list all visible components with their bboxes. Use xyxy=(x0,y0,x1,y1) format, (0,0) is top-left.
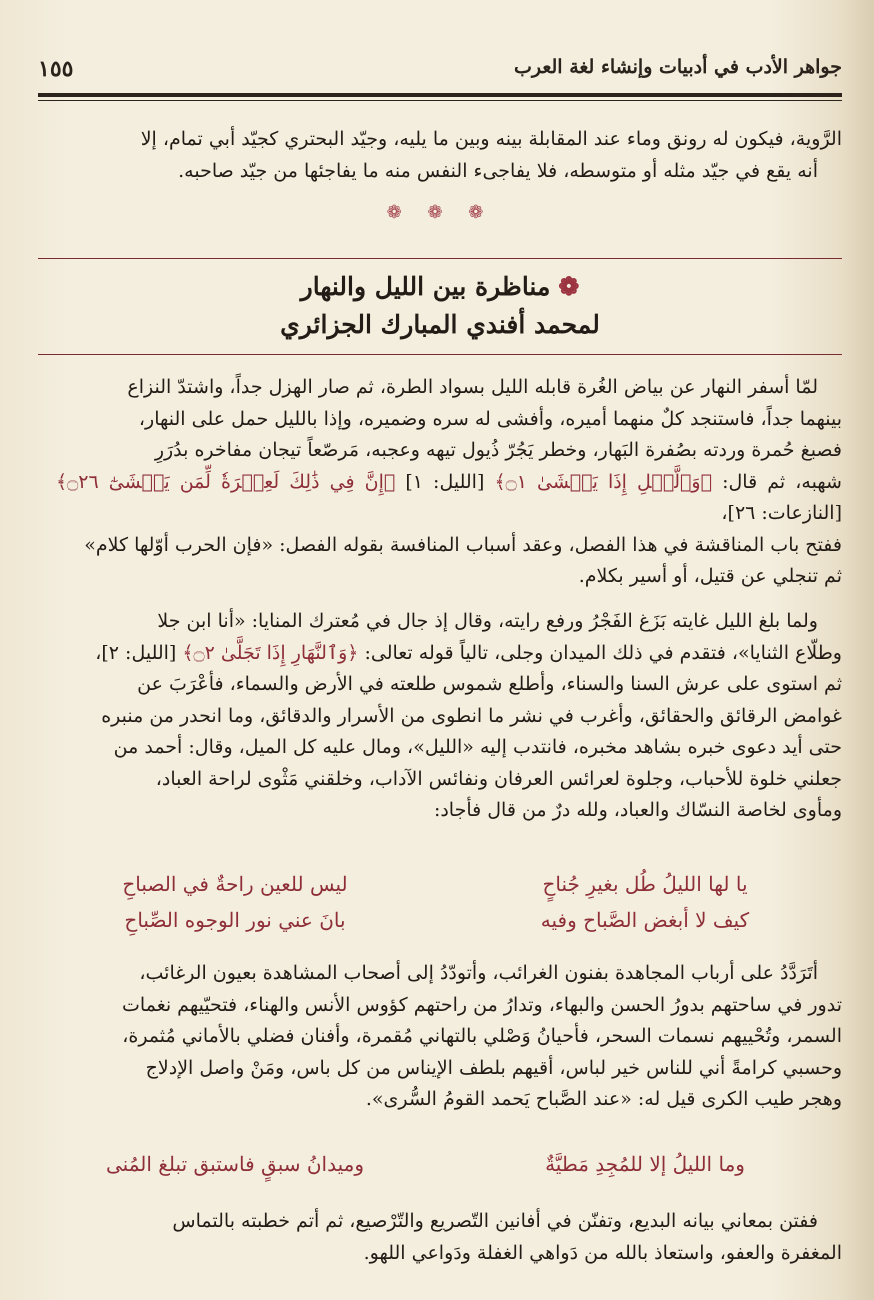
book-title: جواهر الأدب في أدبيات وإنشاء لغة العرب xyxy=(513,56,842,78)
p2-line-4: غوامض الرقائق والحقائق، وأغرب في نشر ما انطوى من الأسرار والدقائق، وما انحدر من منبره xyxy=(101,704,842,727)
header-rule-thin xyxy=(38,100,842,101)
p2-line-2-text: وطلّاع الثنايا»، فتقدم في ذلك الميدان وجلى، تالياً قوله تعالى: xyxy=(364,641,842,664)
p2-line-1: ولما بلغ الليل غايته بَزَغ الفَجْرُ ورفع رايته، وقال إذ جال في مُعترك المنايا: «أنا ابن جلا xyxy=(157,610,818,632)
quran-verse-1: ﴿وَٱلَّيۡلِ إِذَا يَغۡشَىٰ ۝١﴾ xyxy=(494,470,713,493)
p2-line-3: ثم استوى على عرش السنا والسناء، وأطلع شموس طلعته في الأرض والسماء، فأعْرَبَ عن xyxy=(137,673,842,695)
p4-line-1: ففتن بمعاني بيانه البديع، وتفنّن في أفانين التّصريع والتّرْصيع، ثم أتم خطبته بالتماس xyxy=(172,1210,818,1232)
section-author: لمحمد أفندي المبارك الجزائري xyxy=(280,310,600,339)
p3-line-5: وهجر طيب الكرى قيل له: «عند الصَّباح يَحمد القومُ السُّرى». xyxy=(365,1088,842,1110)
paragraph-2 xyxy=(56,606,842,827)
intro-line-1: الرَّوية، فيكون له رونق وماء عند المقابلة بينه وبين ما يليه، وجيّد البحتري كجيّد أبي تمام، إلا xyxy=(140,128,842,150)
quran-verse-2: ﴿إِنَّ فِي ذَٰلِكَ لَعِبۡرَةٗ لِّمَن يَخۡشَىٰٓ ۝٢٦﴾ xyxy=(56,470,396,493)
verse-3-first-hemistich: وما الليلُ إلا للمُجِدِ مَطيَّةٌ xyxy=(545,1152,745,1176)
p3-line-1: أتَرَدَّدُ على أرباب المجاهدة بفنون الغرائب، وأتودّدُ إلى أصحاب المشاهدة بعيون الرغائب، xyxy=(139,962,818,984)
intro-paragraph xyxy=(56,124,842,187)
verse-1-first-hemistich: يا لها الليلُ طُل بغيرِ جُناحٍ xyxy=(542,872,748,896)
quran-ref-3: [الليل: ٢]، xyxy=(95,641,177,664)
title-rule-bottom xyxy=(38,354,842,355)
paragraph-1 xyxy=(56,372,842,593)
quran-ref-1: [الليل: ١] xyxy=(405,470,485,493)
paragraph-3 xyxy=(56,958,842,1116)
intro-line-2: أنه يقع في جيّد مثله أو متوسطه، فلا يفاجىء النفس منه ما يفاجئها من جيّد صاحبه. xyxy=(178,159,818,182)
p3-line-2: تدور في ساحتهم بدورُ الحسن والبهاء، وتدارُ من راحتهم كؤوس الأنس والهناء، فتحيّيهم نغمات xyxy=(122,993,842,1016)
p1-line-3: فصبغ حُمرة وردته بصُفرة البَهار، وخطر يَجُرّ ذُيول تيهه وعجبه، مَرصّعاً تيجان مفاخره بدُرَرِ xyxy=(154,439,842,461)
p1-line-5: ففتح باب المناقشة في هذا الفصل، وعقد أسباب المنافسة بقوله الفصل: «فإن الحرب أوّلها كلام» xyxy=(84,533,842,556)
verse-2 xyxy=(40,908,840,940)
p2-line-7: ومأوى لخاصة النسّاك والعباد، ولله درٌ من قال فأجاد: xyxy=(433,799,842,821)
verse-3-second-hemistich: وميدانُ سبقٍ فاستبق تبلغ المُنى xyxy=(106,1152,364,1176)
p1-line-2: بينهما جداً، فاستنجد كلٌ منهما أميره، وأفشى له سره وضميره، وإذا بالليل حمل على النهار، xyxy=(138,407,842,430)
quran-verse-3: ﴿وَٱلنَّهَارِ إِذَا تَجَلَّىٰ ۝٢﴾ xyxy=(182,641,359,664)
verse-2-second-hemistich: بانَ عني نور الوجوه الصِّباحِ xyxy=(124,908,346,932)
p2-line-2 xyxy=(56,638,842,670)
section-title xyxy=(38,272,842,301)
p2-line-6: جعلني خلوة للأحباب، وجلوة لعرائس العرفان ونفائس الآداب، وخلقني مَثْوى لراحة العباد، xyxy=(155,767,842,790)
p2-line-5: حتى أيد دعوى خبره بشاهد مخبره، فانتدب إليه «الليل»، ومال عليه كل الميل، وقال: أحمد من xyxy=(113,736,842,758)
verse-2-first-hemistich: كيف لا أبغض الصَّباح وفيه xyxy=(540,908,750,932)
flower-icon: ❁ xyxy=(558,272,580,301)
header-rule xyxy=(38,93,842,97)
p3-line-4: وحسبي كرامةً أني للناس خير لباس، أقيهم بلطف الإيناس من كل باس، ومَنْ واصل الإدلاج xyxy=(145,1056,842,1079)
ornament-divider: ❁ ❁ ❁ xyxy=(386,202,494,223)
quran-ref-2: [النازعات: ٢٦]، xyxy=(721,502,842,524)
paragraph-4 xyxy=(56,1206,842,1269)
verse-1 xyxy=(40,872,840,904)
p1-line-4-text: شهبه، ثم قال: xyxy=(722,470,842,493)
p4-line-2: المغفرة والعفو، واستعاذ بالله من دَواهي الغفلة ودَواعي اللهو. xyxy=(363,1241,842,1264)
verse-3 xyxy=(40,1152,840,1184)
running-header xyxy=(38,56,842,86)
p1-line-1: لمّا أسفر النهار عن بياض الغُرة قابله الليل بسواد الطرة، ثم صار الهزل جداً، واشتدّ النزاع xyxy=(127,376,818,398)
p1-line-6: ثم تنجلي عن قتيل، أو أسير بكلام. xyxy=(578,565,842,587)
title-rule-top xyxy=(38,258,842,259)
section-title-text: مناظرة بين الليل والنهار xyxy=(300,272,551,301)
p1-line-4 xyxy=(56,467,842,530)
p3-line-3: السمر، وتُحْييهم نسمات السحر، فأحيانُ وَصْلي بالتهاني مُقمرة، وأفنان فضلي بالأماني مُثمرة، xyxy=(122,1025,842,1047)
verse-1-second-hemistich: ليس للعين راحةٌ في الصباحِ xyxy=(122,872,348,896)
page-number: ١٥٥ xyxy=(38,56,74,82)
